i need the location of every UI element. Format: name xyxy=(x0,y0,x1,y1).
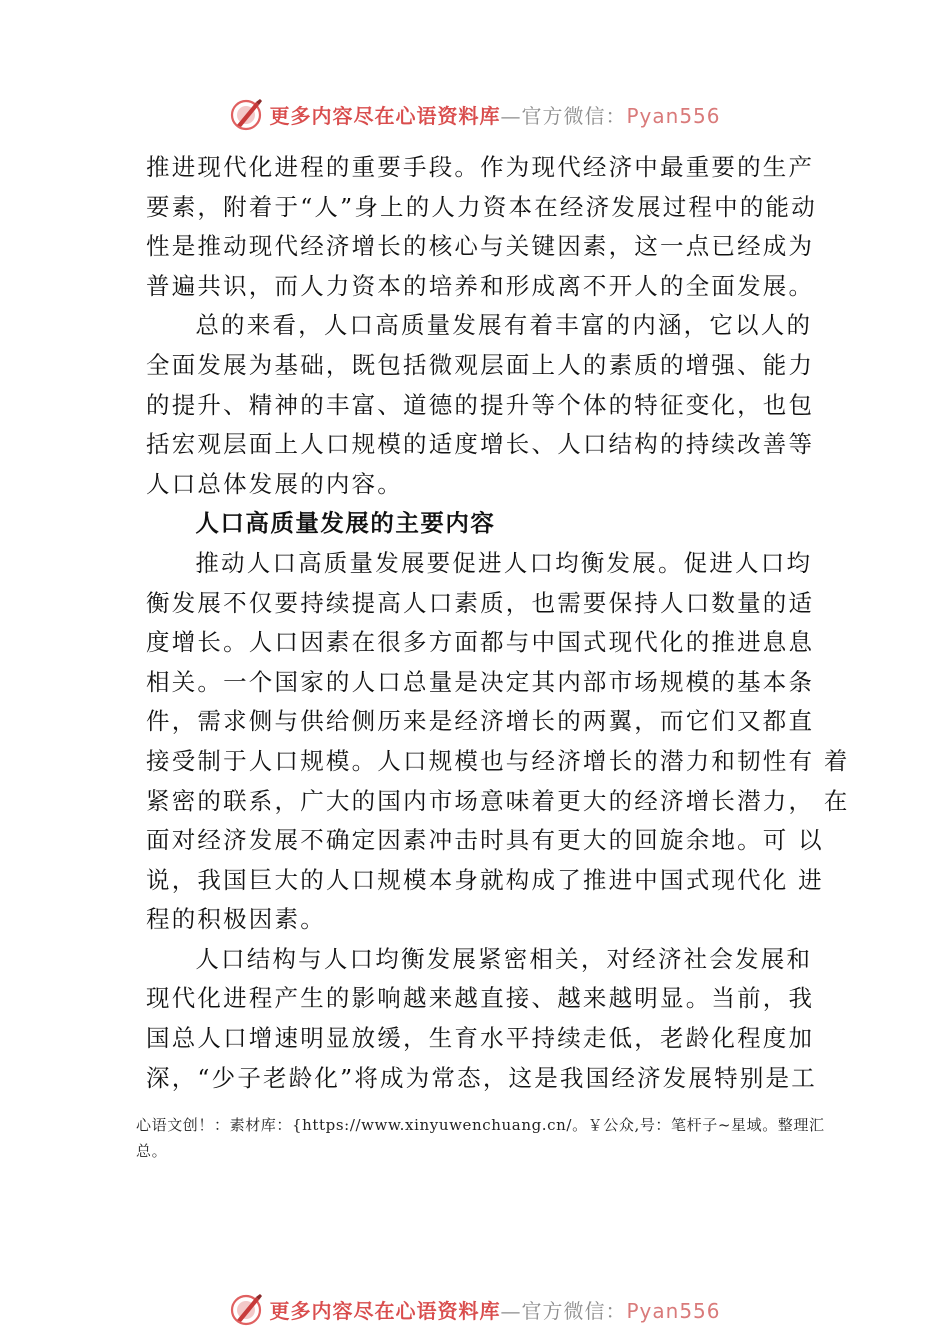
banner-wechat-id: Pyan556 xyxy=(626,1298,721,1323)
text-line: 程的积极因素。 xyxy=(146,905,326,934)
text-line: 国总人口增速明显放缓，生育水平持续走低，老龄化程度加 xyxy=(146,1024,815,1053)
text-line: 衡发展不仅要持续提高人口素质，也需要保持人口数量的适 xyxy=(146,588,815,617)
footer-banner xyxy=(0,1289,950,1329)
section-heading: 人口高质量发展的主要内容 xyxy=(195,509,496,538)
banner-wechat-label: 官方微信： xyxy=(521,1298,627,1323)
text-line: 相关。一个国家的人口总量是决定其内部市场规模的基本条 xyxy=(146,667,815,696)
text-line: 件，需求侧与供给侧历来是经济增长的两翼，而它们又都直 xyxy=(146,707,815,736)
banner-wechat-label: 官方微信： xyxy=(521,103,627,128)
header-banner xyxy=(0,94,950,134)
paragraph-4 xyxy=(146,940,836,1098)
paragraph-2 xyxy=(146,306,836,504)
banner-site-name: 更多内容尽在心语资料库 xyxy=(269,1298,501,1323)
banner-wechat-id: Pyan556 xyxy=(626,103,721,128)
brush-logo-icon xyxy=(229,1291,265,1327)
banner-site-name: 更多内容尽在心语资料库 xyxy=(269,103,501,128)
text-line: 紧密的联系，广大的国内市场意味着更大的经济增长潜力， 在 xyxy=(146,786,850,815)
banner-dash: — xyxy=(500,1298,522,1323)
brush-logo-icon xyxy=(229,96,265,132)
text-line: 说，我国巨大的人口规模本身就构成了推进中国式现代化 进 xyxy=(146,865,824,894)
text-line: 接受制于人口规模。人口规模也与经济增长的潜力和韧性有 着 xyxy=(146,746,850,775)
text-line: 现代化进程产生的影响越来越直接、越来越明显。当前，我 xyxy=(146,984,815,1013)
text-line: 总的来看，人口高质量发展有着丰富的内涵，它以人的 xyxy=(195,311,813,340)
text-line: 人口结构与人口均衡发展紧密相关，对经济社会发展和 xyxy=(195,944,813,973)
text-line: 度增长。人口因素在很多方面都与中国式现代化的推进息息 xyxy=(146,628,815,657)
paragraph-1 xyxy=(146,148,836,306)
banner-dash: — xyxy=(500,103,522,128)
text-line: 全面发展为基础，既包括微观层面上人的素质的增强、能力 xyxy=(146,350,815,379)
text-line: 推动人口高质量发展要促进人口均衡发展。促进人口均 xyxy=(195,548,813,577)
text-line: 性是推动现代经济增长的核心与关键因素，这一点已经成为 xyxy=(146,232,815,261)
banner-text xyxy=(269,100,720,129)
banner-text xyxy=(269,1295,720,1324)
text-line: 面对经济发展不确定因素冲击时具有更大的回旋余地。可 以 xyxy=(146,826,824,855)
text-line: 要素，附着于“人”身上的人力资本在经济发展过程中的能动 xyxy=(146,192,817,221)
text-line: 深，“少子老龄化”将成为常态，这是我国经济发展特别是工 xyxy=(146,1063,817,1092)
document-body xyxy=(146,148,850,1098)
paragraph-3 xyxy=(146,544,850,940)
text-line: 括宏观层面上人口规模的适度增长、人口结构的持续改善等 xyxy=(146,430,815,459)
text-line: 的提升、精神的丰富、道德的提升等个体的特征变化，也包 xyxy=(146,390,815,419)
source-note: 心语文创！：素材库：{https://www.xinyuwenchuang.cn/。￥公众,号：笔杆子~星域。整理汇总。 xyxy=(136,1116,825,1160)
text-line: 普遍共识，而人力资本的培养和形成离不开人的全面发展。 xyxy=(146,271,815,300)
text-line: 推进现代化进程的重要手段。作为现代经济中最重要的生产 xyxy=(146,153,815,181)
text-line: 人口总体发展的内容。 xyxy=(146,469,403,498)
